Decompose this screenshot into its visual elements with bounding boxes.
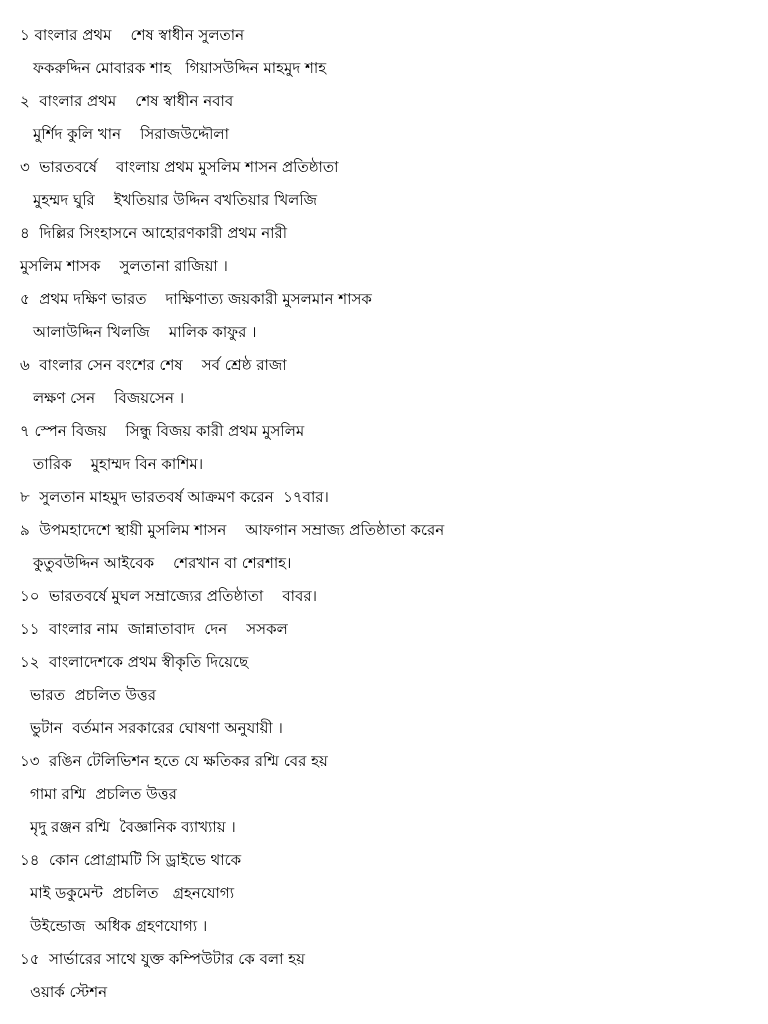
- question-11: ১১ বাংলার নাম জান্নাতাবাদ দেন সসকল: [20, 620, 288, 638]
- question-12: ১২ বাংলাদেশকে প্রথম স্বীকৃতি দিয়েছে: [20, 653, 249, 671]
- answer-9: কুতুবউদ্দিন আইবেক শেরখান বা শেরশাহ।: [33, 554, 292, 572]
- answer-12-b: ভুটান বর্তমান সরকারের ঘোষণা অনুযায়ী ।: [30, 719, 283, 737]
- question-4: ৪ দিল্লির সিংহাসনে আহোরণকারী প্রথম নারী: [20, 224, 288, 242]
- question-1: ১ বাংলার প্রথম শেষ স্বাধীন সুলতান: [20, 26, 245, 44]
- answer-3: মুহম্মদ ঘুরি ইখতিয়ার উদ্দিন বখতিয়ার খিলজি: [33, 191, 318, 209]
- answer-13-a: গামা রশ্মি প্রচলিত উত্তর: [30, 785, 177, 803]
- question-6: ৬ বাংলার সেন বংশের শেষ সর্ব শ্রেষ্ঠ রাজা: [20, 356, 287, 374]
- question-8: ৮ সুলতান মাহমুদ ভারতবর্ষ আক্রমণ করেন ১৭বার।: [20, 488, 329, 506]
- answer-1: ফকরুদ্দিন মোবারক শাহ গিয়াসউদ্দিন মাহমুদ শাহ: [33, 59, 327, 77]
- answer-12-a: ভারত প্রচলিত উত্তর: [30, 686, 157, 704]
- question-13: ১৩ রঙিন টেলিভিশন হতে যে ক্ষতিকর রশ্মি বের হয়: [20, 752, 328, 770]
- question-5: ৫ প্রথম দক্ষিণ ভারত দাক্ষিণাত্য জয়কারী মুসলমান শাসক: [20, 290, 372, 308]
- answer-7: তারিক মুহাম্মদ বিন কাশিম।: [33, 455, 204, 473]
- question-7: ৭ স্পেন বিজয় সিন্ধু বিজয় কারী প্রথম মুসলিম: [20, 422, 305, 440]
- question-10: ১০ ভারতবর্ষে মুঘল সম্রাজ্যের প্রতিষ্ঠাতা বাবর।: [20, 587, 317, 605]
- question-15: ১৫ সার্ভারের সাথে যুক্ত কম্পিউটার কে বলা হয়: [20, 950, 305, 968]
- question-9: ৯ উপমহাদেশে স্থায়ী মুসলিম শাসন আফগান সম্রাজ্য প্রতিষ্ঠাতা করেন: [20, 521, 445, 539]
- answer-13-b: মৃদু রঞ্জন রশ্মি বৈজ্ঞানিক ব্যাখ্যায় ।: [30, 818, 236, 836]
- question-14: ১৪ কোন প্রোগ্রামটি সি ড্রাইভে থাকে: [20, 851, 242, 869]
- answer-15: ওয়ার্ক স্টেশন: [30, 983, 108, 1001]
- question-2: ২ বাংলার প্রথম শেষ স্বাধীন নবাব: [20, 92, 234, 110]
- answer-14-b: উইন্ডোজ অধিক গ্রহণযোগ্য ।: [30, 917, 208, 935]
- question-3: ৩ ভারতবর্ষে বাংলায় প্রথম মুসলিম শাসন প্রতিষ্ঠাতা: [20, 158, 339, 176]
- answer-5: আলাউদ্দিন খিলজি মালিক কাফুর ।: [33, 323, 257, 341]
- answer-6: লক্ষণ সেন বিজয়সেন ।: [33, 389, 185, 407]
- question-4-cont: মুসলিম শাসক সুলতানা রাজিয়া ।: [20, 257, 228, 275]
- answer-2: মুর্শিদ কুলি খান সিরাজউদ্দৌলা: [33, 125, 229, 143]
- answer-14-a: মাই ডকুমেন্ট প্রচলিত গ্রহনযোগ্য: [30, 884, 235, 902]
